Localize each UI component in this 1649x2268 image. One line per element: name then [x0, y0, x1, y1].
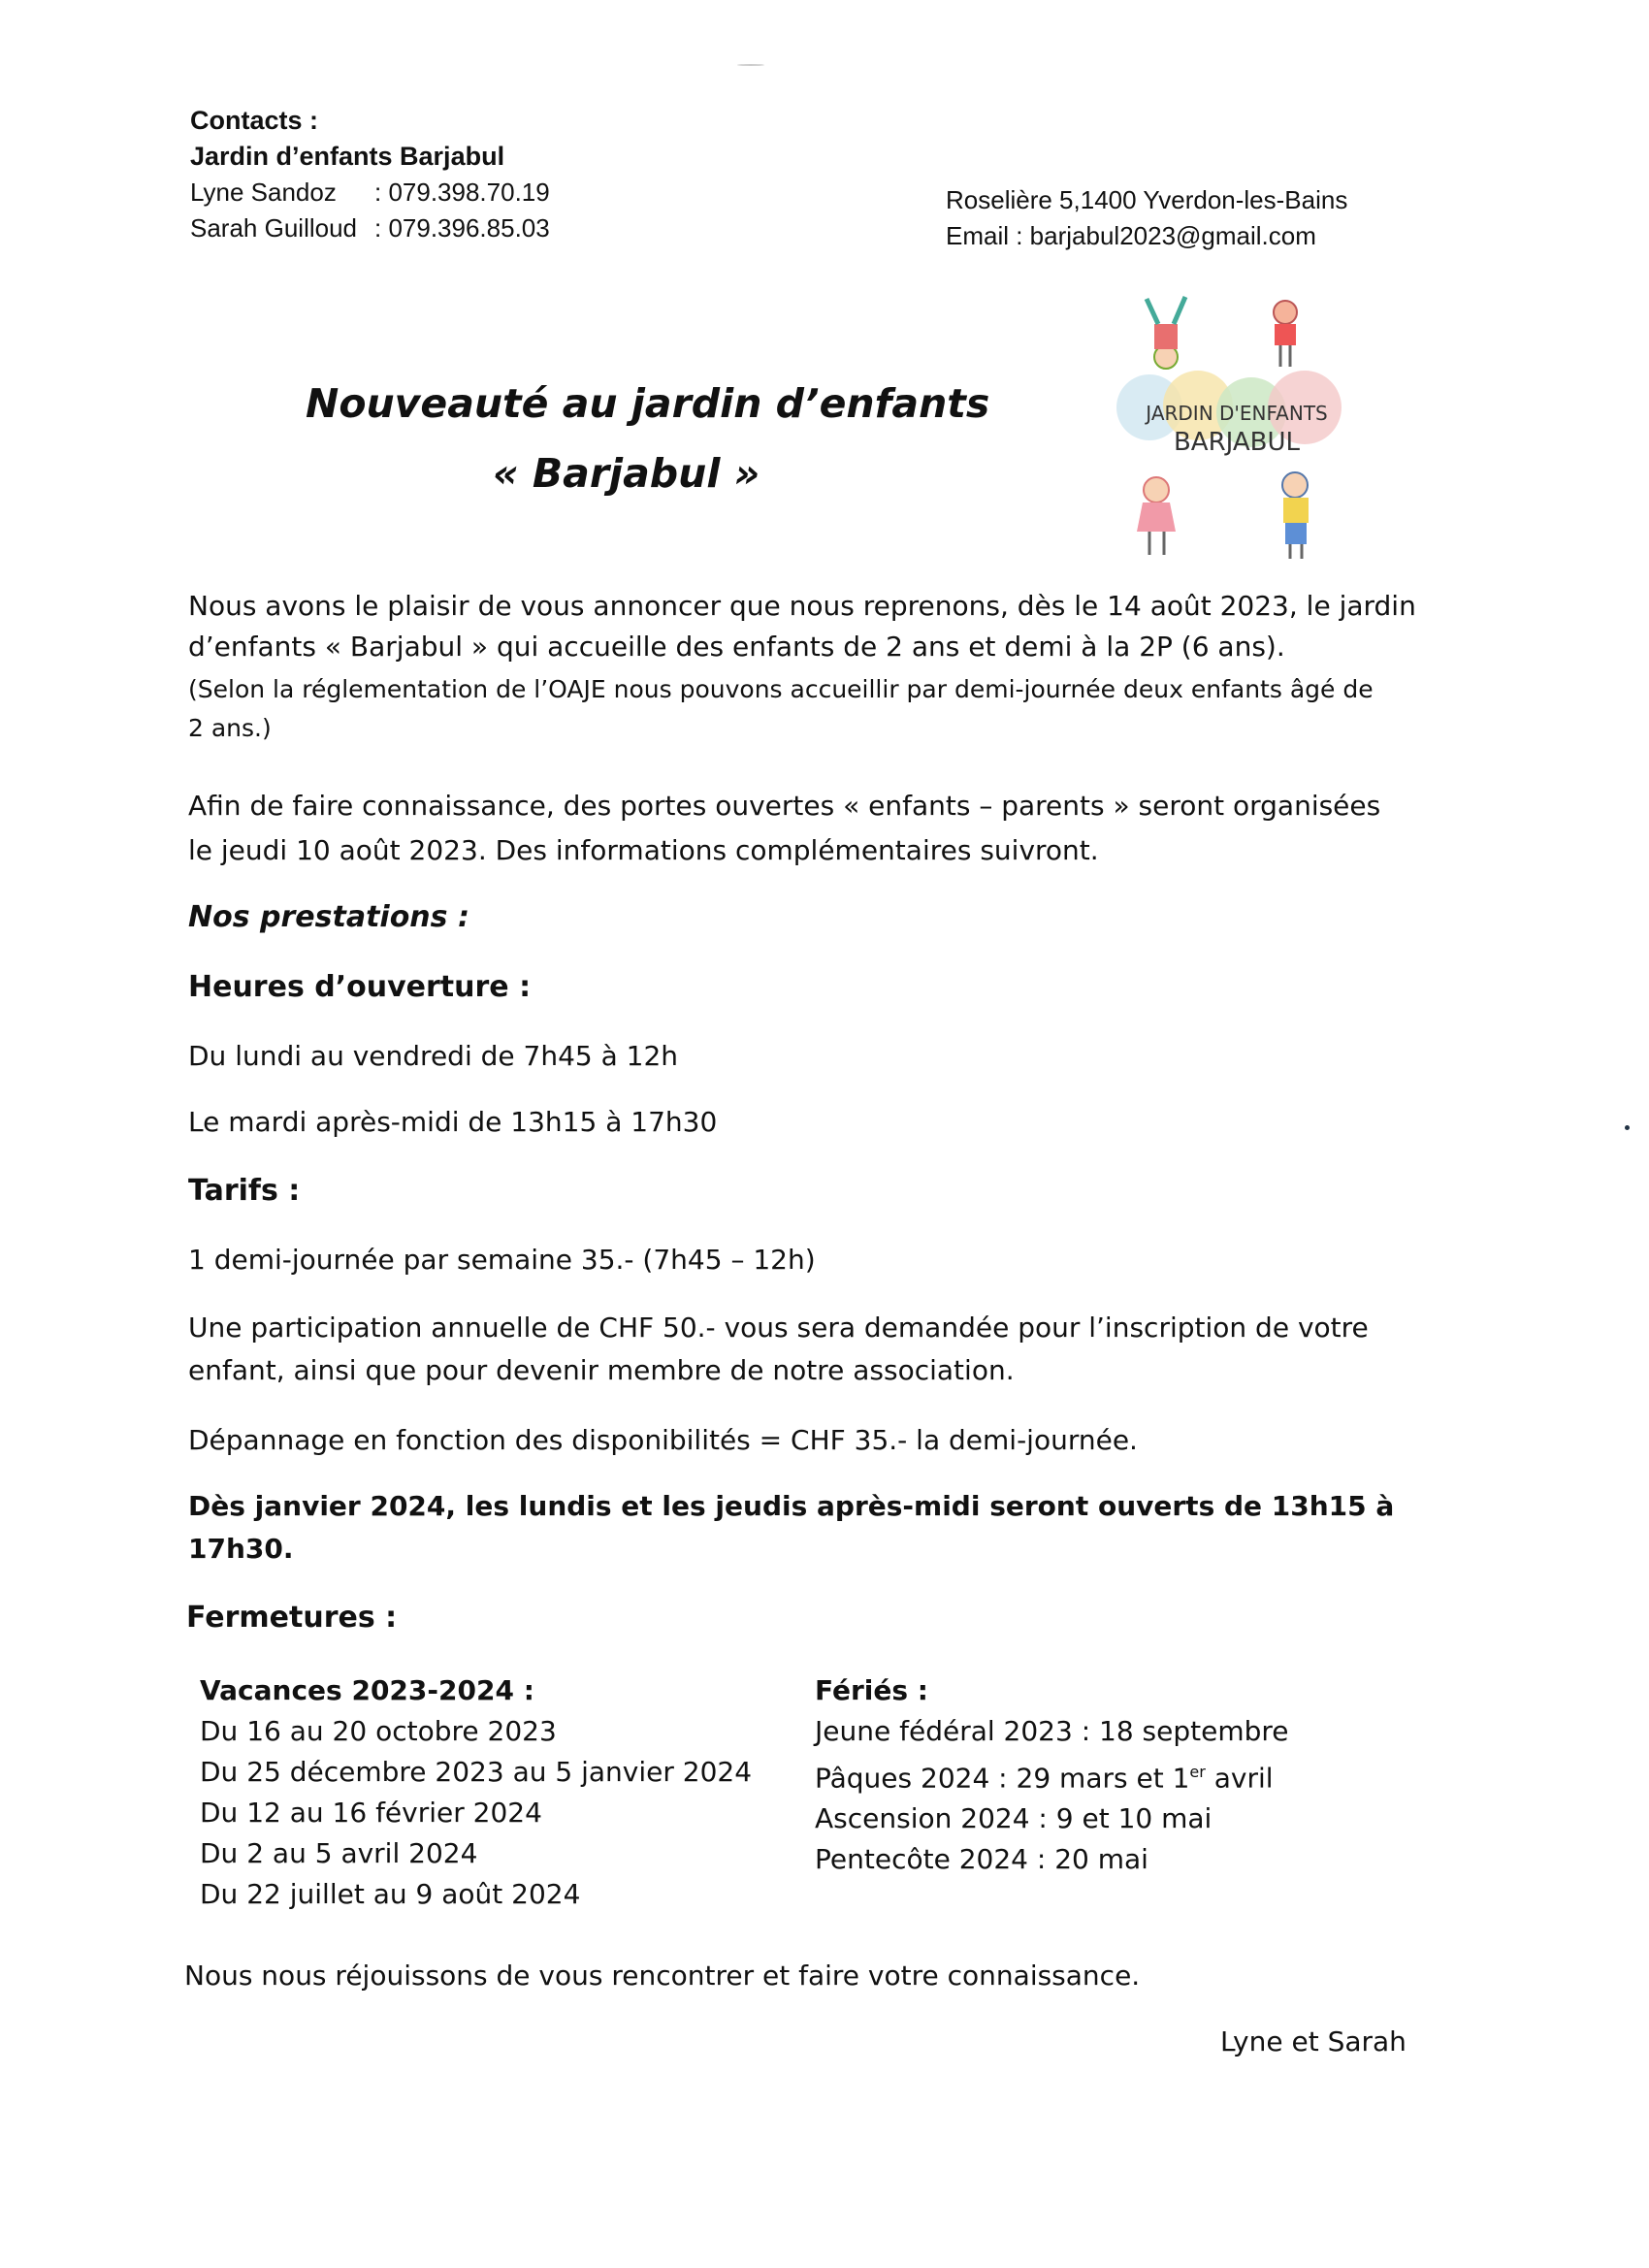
contacts-block [190, 103, 550, 246]
title-line1: Nouveauté au jardin d’enfants [306, 380, 990, 427]
scan-speck [737, 64, 764, 66]
vacances-item: Du 25 décembre 2023 au 5 janvier 2024 [200, 1756, 753, 1788]
intro-p1-line1: Nous avons le plaisir de vous annoncer que nous reprenons, dès le 14 août 2023, le jardin [188, 590, 1416, 622]
contact-row-1 [190, 175, 550, 211]
tarifs-heading: Tarifs : [188, 1174, 301, 1208]
signature: Lyne et Sarah [1220, 2025, 1406, 2057]
address-block [946, 182, 1347, 254]
feries-item: Pentecôte 2024 : 20 mai [815, 1843, 1148, 1876]
feries-column [815, 1670, 1289, 1880]
contact-row-2 [190, 211, 550, 246]
contact2-name: Sarah Guilloud [190, 213, 357, 243]
participation-line1: Une participation annuelle de CHF 50.- vous sera demandée pour l’inscription de votre [188, 1312, 1369, 1344]
logo-line2: BARJABUL [1173, 428, 1301, 457]
feries-item: Ascension 2024 : 9 et 10 mai [815, 1802, 1212, 1835]
january-line1: Dès janvier 2024, les lundis et les jeudis après-midi seront ouverts de 13h15 à [188, 1490, 1395, 1522]
intro-p1-line2: d’enfants « Barjabul » qui accueille des enfants de 2 ans et demi à la 2P (6 ans). [188, 631, 1285, 663]
tarif-line1: 1 demi-journée par semaine 35.- (7h45 – 12h) [188, 1244, 816, 1276]
feries-sup: er [1189, 1763, 1206, 1781]
intro-note-line1: (Selon la réglementation de l’OAJE nous pouvons accueillir par demi-journée deux enfants âgé de [188, 675, 1374, 703]
feries-item [815, 1752, 1289, 1798]
vacances-item: Du 22 juillet au 9 août 2024 [200, 1878, 581, 1910]
fermetures-heading: Fermetures : [186, 1601, 398, 1635]
org-name: Jardin d’enfants Barjabul [190, 142, 505, 171]
barjabul-logo [1096, 291, 1377, 563]
title-line2: « Barjabul » [493, 450, 760, 497]
participation-line2: enfant, ainsi que pour devenir membre de notre association. [188, 1354, 1015, 1386]
vacances-item: Du 16 au 20 octobre 2023 [200, 1715, 557, 1747]
vacances-column [200, 1670, 752, 1915]
contacts-label: Contacts : [190, 106, 319, 135]
january-line2: 17h30. [188, 1533, 294, 1565]
feries-paques: Pâques 2024 : 29 mars et 1 [815, 1762, 1190, 1795]
email: Email : barjabul2023@gmail.com [946, 221, 1316, 250]
intro-p2-line2: le jeudi 10 août 2023. Des informations complémentaires suivront. [188, 834, 1099, 866]
hours-line1: Du lundi au vendredi de 7h45 à 12h [188, 1040, 679, 1072]
logo-illustration [1096, 291, 1377, 563]
intro-note-line2: 2 ans.) [188, 714, 272, 742]
intro-p2-line1: Afin de faire connaissance, des portes ouvertes « enfants – parents » seront organisées [188, 790, 1381, 822]
feries-item: Jeune fédéral 2023 : 18 septembre [815, 1715, 1289, 1747]
hours-line2: Le mardi après-midi de 13h15 à 17h30 [188, 1106, 718, 1138]
hours-heading: Heures d’ouverture : [188, 970, 532, 1004]
feries-heading: Fériés : [815, 1674, 928, 1706]
contact1-phone: : 079.398.70.19 [374, 178, 550, 207]
vacances-heading: Vacances 2023-2024 : [200, 1674, 534, 1706]
contact1-name: Lyne Sandoz [190, 178, 337, 207]
vacances-item: Du 2 au 5 avril 2024 [200, 1837, 478, 1869]
address: Roselière 5,1400 Yverdon-les-Bains [946, 185, 1348, 214]
vacances-item: Du 12 au 16 février 2024 [200, 1797, 542, 1829]
prestations-heading: Nos prestations : [188, 900, 469, 934]
logo-line1: JARDIN D'ENFANTS [1146, 402, 1328, 425]
scan-speck [1625, 1125, 1630, 1130]
feries-paques-end: avril [1205, 1762, 1274, 1795]
closing-text: Nous nous réjouissons de vous rencontrer et faire votre connaissance. [184, 1960, 1141, 1992]
contact2-phone: : 079.396.85.03 [374, 213, 550, 243]
depannage-line: Dépannage en fonction des disponibilités = CHF 35.- la demi-journée. [188, 1424, 1138, 1456]
